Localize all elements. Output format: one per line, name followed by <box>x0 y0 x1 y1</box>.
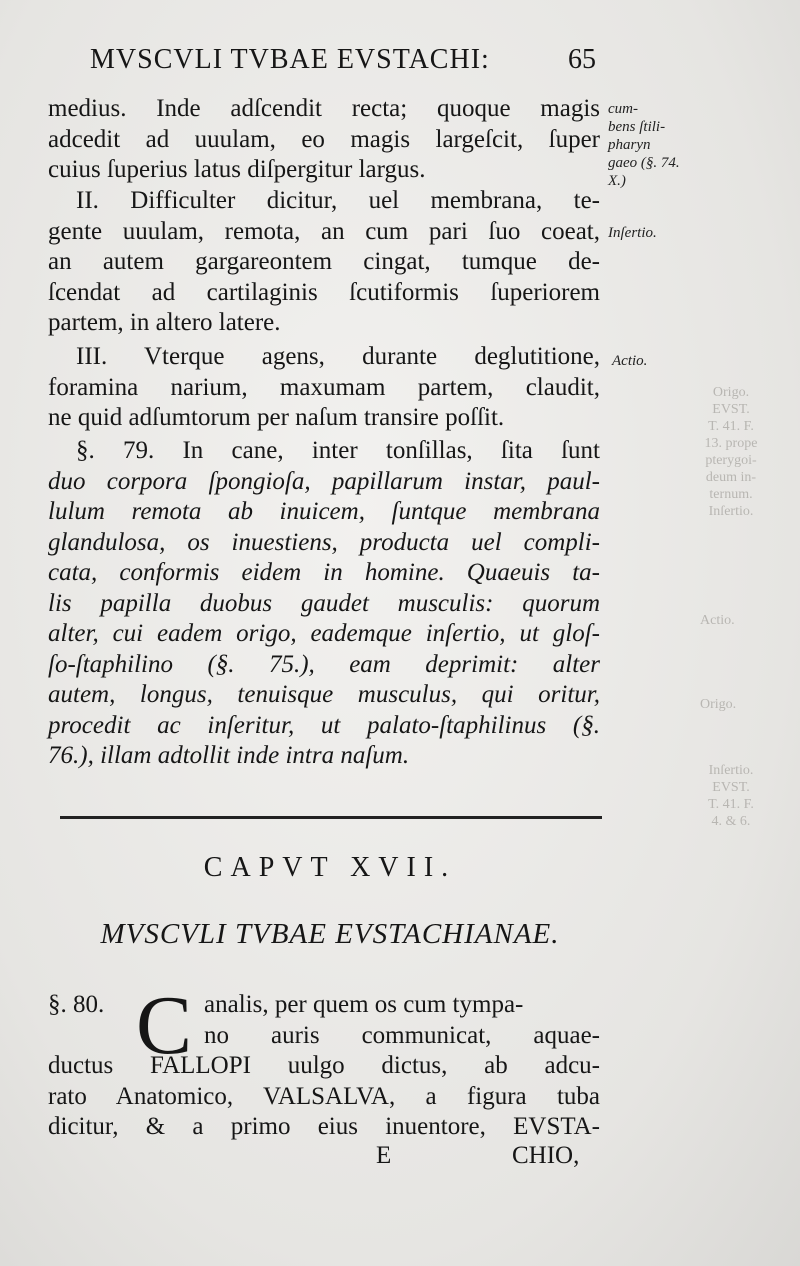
show-through-actio: Actio. <box>700 613 735 628</box>
text-line: adcedit ad uuulam, eo magis largeſcit, ſuper <box>48 125 600 153</box>
ghost-line: deum in- <box>705 470 757 485</box>
paragraph-1 <box>48 94 600 186</box>
section-label: §. 80. <box>48 991 105 1018</box>
chapter-heading: CAPVT XVII. <box>203 852 457 883</box>
ghost-line: T. 41. F. <box>708 419 754 434</box>
ghost-line: Origo. <box>712 385 750 400</box>
margin-note-line: gaeo (§. 74. <box>608 155 680 171</box>
text-line: cuius ſuperius latus diſpergitur largus. <box>48 156 426 183</box>
signature-mark: E <box>376 1142 392 1169</box>
margin-note-line: cum- <box>608 101 638 117</box>
ghost-line: T. 41. F. <box>708 797 754 812</box>
text-line: §. 79. In cane, inter tonſillas, ſita ſunt <box>76 437 600 464</box>
page-number: 65 <box>568 44 596 75</box>
catchword: CHIO, <box>512 1142 580 1169</box>
text-line: ſcendat ad cartilaginis ſcutiformis ſuperiorem <box>48 278 600 306</box>
margin-note-origin <box>608 100 700 190</box>
paragraph-3 <box>48 342 600 434</box>
text-line: glandulosa, os inuestiens, producta uel compli- <box>48 528 600 556</box>
text-line: gente uuulam, remota, an cum pari ſuo coeat, <box>48 217 600 245</box>
text-line: duo corpora ſpongioſa, papillarum instar, paul- <box>48 467 600 495</box>
show-through-block <box>676 384 786 520</box>
margin-note-line: bens ſtili- <box>608 119 666 135</box>
running-title: MVSCVLI TVBAE EVSTACHI: <box>90 44 490 75</box>
ghost-line: 13. prope <box>704 436 758 451</box>
ghost-line: Inſertio. <box>708 504 754 519</box>
text-line: dicitur, & a primo eius inuentore, EVSTA- <box>48 1113 600 1140</box>
text-line: an autem gargareontem cingat, tumque de- <box>48 248 600 275</box>
text-line: III. Vterque agens, durante deglutitione, <box>76 343 600 370</box>
chapter-title: MVSCVLI TVBAE EVSTACHIANAE. <box>100 918 560 950</box>
ghost-line: Inſertio. <box>708 763 754 778</box>
text-line: autem, longus, tenuisque musculus, qui oritur, <box>48 681 600 708</box>
text-line: ſo-ſtaphilino (§. 75.), eam deprimit: alter <box>48 650 600 678</box>
text-line: II. Difficulter dicitur, uel membrana, te- <box>76 187 600 214</box>
text-line: ne quid adſumtorum per naſum transire poſſit. <box>48 404 505 431</box>
margin-note-insertio: Inſertio. <box>608 225 657 241</box>
text-line: rato Anatomico, VALSALVA, a figura tuba <box>48 1082 600 1110</box>
show-through-block-2 <box>676 762 786 830</box>
text-line: cata, conformis eidem in homine. Quaeuis ta- <box>48 559 600 586</box>
margin-note-actio: Actio. <box>612 353 648 369</box>
text-line: 76.), illam adtollit inde intra naſum. <box>48 742 410 769</box>
ghost-line: pterygoi- <box>705 453 757 468</box>
ghost-line: ternum. <box>709 487 753 502</box>
text-line: ductus FALLOPI uulgo dictus, ab adcu- <box>48 1052 600 1079</box>
chapter-divider-rule <box>60 816 602 819</box>
margin-note-line: X.) <box>608 173 626 189</box>
paragraph-2 <box>48 186 600 339</box>
text-line: no auris communicat, aquae- <box>204 1021 600 1049</box>
section-80-first-line <box>48 990 600 1021</box>
text-line: partem, in altero latere. <box>48 309 281 336</box>
ghost-line: EVST. <box>712 402 750 417</box>
text-line: lis papilla duobus gaudet musculis: quorum <box>48 589 600 617</box>
paragraph-79 <box>48 436 600 772</box>
text-line: lulum remota ab inuicem, ſuntque membrana <box>48 498 600 525</box>
text-line: procedit ac inſeritur, ut palato-ſtaphilinus (§. <box>48 711 600 739</box>
ghost-line: 4. & 6. <box>711 814 751 829</box>
margin-note-line: pharyn <box>608 137 651 153</box>
text-line: alter, cui eadem origo, eademque inſertio, ut gloſ- <box>48 620 600 647</box>
ghost-line: EVST. <box>712 780 750 795</box>
text-line: foramina narium, maxumam partem, claudit, <box>48 373 600 401</box>
drop-cap: C <box>136 979 193 1072</box>
paragraph-80 <box>48 990 600 1143</box>
text-line: medius. Inde adſcendit recta; quoque magis <box>48 95 600 122</box>
show-through-origo: Origo. <box>700 697 737 712</box>
text-fragment: analis, per quem os cum tympa- <box>204 991 524 1018</box>
